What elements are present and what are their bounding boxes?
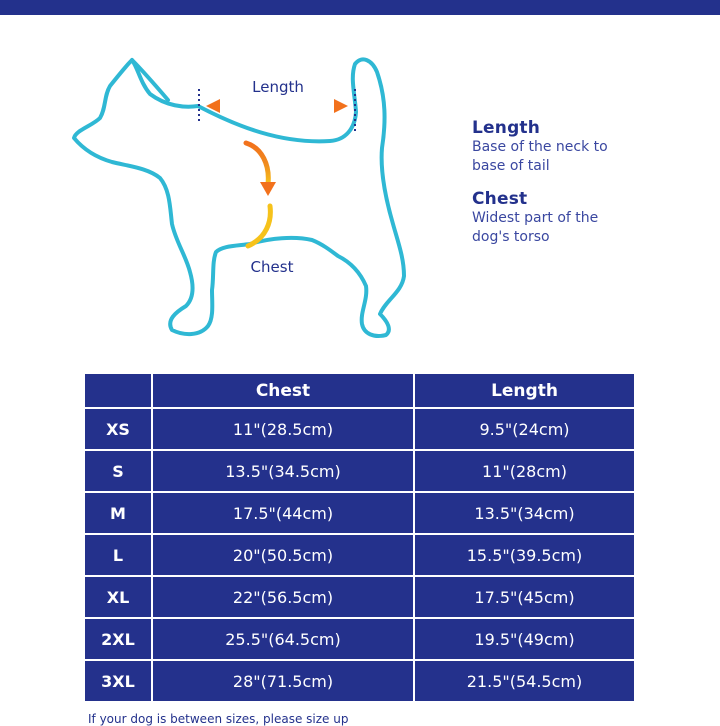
table-header-row xyxy=(84,373,635,408)
length-cell: 9.5"(24cm) xyxy=(414,408,635,450)
size-cell: M xyxy=(84,492,152,534)
legend-chest-term: Chest xyxy=(472,189,528,209)
chest-cell: 22"(56.5cm) xyxy=(152,576,414,618)
length-cell: 21.5"(54.5cm) xyxy=(414,660,635,702)
legend-chest-desc: Widest part of the dog's torso xyxy=(472,210,599,245)
length-cell: 17.5"(45cm) xyxy=(414,576,635,618)
legend-chest xyxy=(472,189,702,247)
sizing-footnote: If your dog is between sizes, please size up xyxy=(88,712,349,726)
table-row xyxy=(84,660,635,702)
legend-length-desc: Base of the neck to base of tail xyxy=(472,139,608,174)
chest-cell: 13.5"(34.5cm) xyxy=(152,450,414,492)
length-cell: 13.5"(34cm) xyxy=(414,492,635,534)
size-cell: 2XL xyxy=(84,618,152,660)
length-cell: 11"(28cm) xyxy=(414,450,635,492)
diagram-length-label: Length xyxy=(252,78,304,96)
table-row xyxy=(84,534,635,576)
header-chest: Chest xyxy=(152,373,414,408)
header-size xyxy=(84,373,152,408)
size-cell: 3XL xyxy=(84,660,152,702)
table-row xyxy=(84,408,635,450)
table-row xyxy=(84,576,635,618)
header-length: Length xyxy=(414,373,635,408)
table-row xyxy=(84,618,635,660)
chest-cell: 11"(28.5cm) xyxy=(152,408,414,450)
table-row xyxy=(84,450,635,492)
chest-cell: 20"(50.5cm) xyxy=(152,534,414,576)
length-cell: 19.5"(49cm) xyxy=(414,618,635,660)
size-chart-table xyxy=(83,372,636,703)
size-cell: XS xyxy=(84,408,152,450)
chest-arrow xyxy=(246,143,276,246)
size-cell: L xyxy=(84,534,152,576)
chest-cell: 28"(71.5cm) xyxy=(152,660,414,702)
diagram-chest-label: Chest xyxy=(250,258,294,276)
legend-length xyxy=(472,118,702,176)
legend-length-term: Length xyxy=(472,118,541,138)
measurement-legend xyxy=(472,118,702,260)
chest-cell: 17.5"(44cm) xyxy=(152,492,414,534)
chest-cell: 25.5"(64.5cm) xyxy=(152,618,414,660)
table-row xyxy=(84,492,635,534)
size-cell: S xyxy=(84,450,152,492)
length-cell: 15.5"(39.5cm) xyxy=(414,534,635,576)
length-arrow xyxy=(206,99,348,113)
size-cell: XL xyxy=(84,576,152,618)
